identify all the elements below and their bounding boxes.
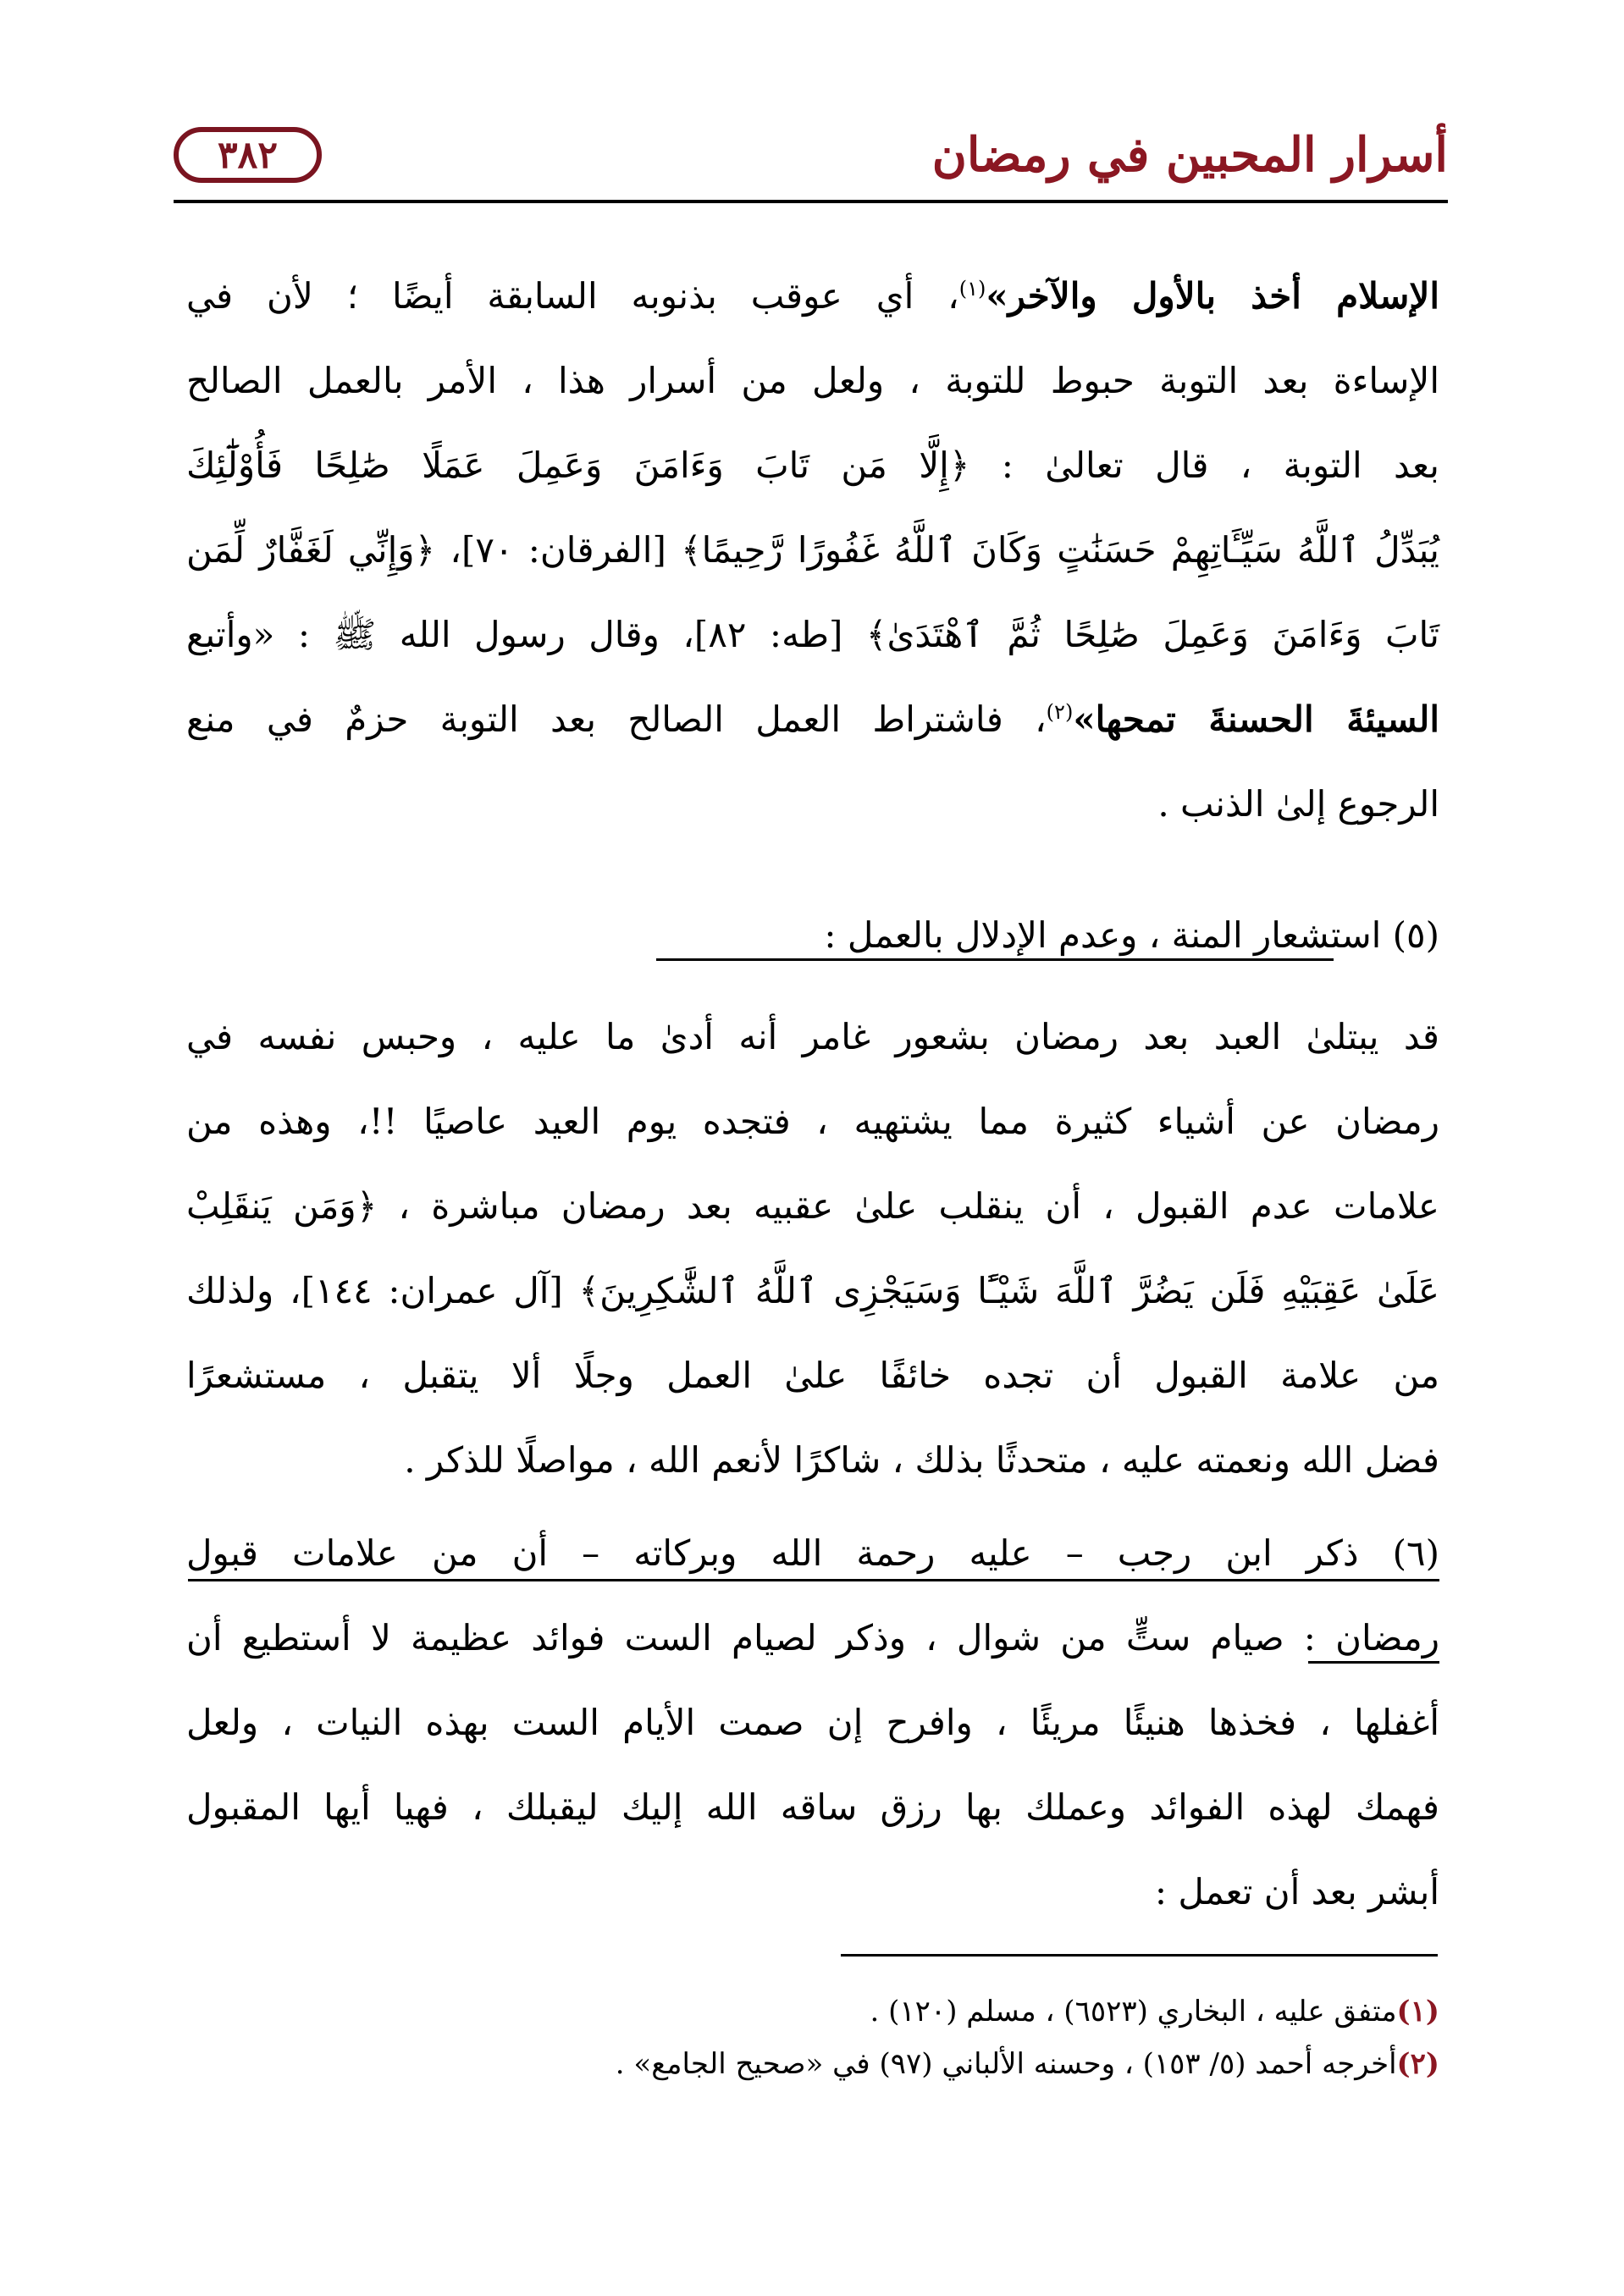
book-title: أسرار المحبين في رمضان — [931, 127, 1448, 183]
footnote-1 — [186, 1985, 1439, 2038]
text-line: رمضان عن أشياء كثيرة مما يشتهيه ، فتجده يوم العيد عاصيًا !!، وهذه من — [186, 1101, 1439, 1142]
text-line: يُبَدِّلُ ٱللَّهُ سَيِّـَٔاتِهِمْ حَسَنَٰتٍ وَكَانَ ٱللَّهُ غَفُورًا رَّحِيمًا﴾ [الفرقان: ٧٠]، ﴿وَإِنِّي لَغَفَّارٌ لِّمَن — [186, 529, 1439, 571]
hadith-quote: السيئةَ الحسنةَ تمحها» — [1073, 698, 1439, 740]
text-line: السيئةَ الحسنةَ تمحها»$^{(٢)}$، فاشتراط العمل الصالح بعد التوبة حزمٌ في منع — [186, 698, 1439, 740]
heading-underline — [1308, 1661, 1439, 1664]
section-5-paragraph — [186, 995, 1439, 1503]
footnote-text: أخرجه أحمد (٥/ ١٥٣) ، وحسنه الألباني (٩٧) في «صحيح الجامع» . — [615, 2047, 1397, 2081]
footnote-ref-2[interactable]: (٢) — [1046, 700, 1074, 724]
footnote-separator — [841, 1954, 1438, 1957]
text-line: فضل الله ونعمته عليه ، متحدثًا بذلك ، شاكرًا لأنعم الله ، مواصلًا للذكر . — [404, 1439, 1439, 1481]
footnote-number: (٢) — [1396, 2047, 1439, 2081]
heading-underline — [188, 1579, 1439, 1581]
footnote-text: متفق عليه ، البخاري (٦٥٢٣) ، مسلم (١٢٠) . — [870, 1995, 1397, 2028]
text-line: رمضان : صيام ستٍّ من شوال ، وذكر لصيام الست فوائد عظيمة لا أستطيع أن — [186, 1617, 1439, 1659]
text-line: بعد التوبة ، قال تعالىٰ : ﴿إِلَّا مَن تَابَ وَءَامَنَ وَعَمِلَ عَمَلًا صَٰلِحًا فَأُوْلَٰٓئِكَ — [186, 444, 1439, 486]
footnote-ref-1[interactable]: (١) — [958, 277, 986, 301]
text-line: قد يبتلىٰ العبد بعد رمضان بشعور غامر أنه أدىٰ ما عليه ، وحبس نفسه في — [186, 1016, 1439, 1057]
section-heading-6: (٦) ذكر ابن رجب – عليه رحمة الله وبركاته – أن من علامات قبول — [186, 1532, 1439, 1574]
text-line: تَابَ وَءَامَنَ وَعَمِلَ صَٰلِحًا ثُمَّ ٱهْتَدَىٰ﴾ [طه: ٨٢]، وقال رسول الله ﷺ : «وأتبع — [186, 614, 1440, 655]
footnote-2 — [186, 2038, 1439, 2090]
text-line: علامات عدم القبول ، أن ينقلب علىٰ عقبيه بعد رمضان مباشرة ، ﴿وَمَن يَنقَلِبْ — [186, 1185, 1439, 1227]
text-line: الإساءة بعد التوبة حبوط للتوبة ، ولعل من أسرار هذا ، الأمر بالعمل الصالح — [186, 360, 1439, 401]
footnote-number: (١) — [1396, 1995, 1439, 2028]
text-line: الرجوع إلىٰ الذنب . — [1157, 783, 1439, 825]
text-line: عَلَىٰ عَقِبَيْهِ فَلَن يَضُرَّ ٱللَّهَ شَيْـًٔا وَسَيَجْزِى ٱللَّهُ ٱلشَّٰكِرِينَ﴾ [آل عمران: ١٤٤]، ولذلك — [186, 1270, 1439, 1311]
heading-underline — [656, 958, 1334, 961]
text-line: فهمك لهذه الفوائد وعملك بها رزق ساقه الله إليك ليقبلك ، فهيا أيها المقبول — [186, 1786, 1439, 1828]
section-heading-5: (٥) استشعار المنة ، وعدم الإدلال بالعمل : — [824, 914, 1439, 956]
text-line: أغفلها ، فخذها هنيئًا مريئًا ، وافرح إن صمت الأيام الست بهذه النيات ، ولعل — [186, 1702, 1439, 1743]
paragraph-continuation — [186, 254, 1439, 847]
page-header — [174, 127, 1448, 203]
page-number-badge — [174, 127, 322, 183]
text-line: الإسلام أخذ بالأول والآخر»$^{(١)}$، أي عوقب بذنوبه السابقة أيضًا ؛ لأن في — [186, 275, 1439, 317]
header-divider — [174, 200, 1448, 203]
page-number: ٣٨٢ — [218, 133, 278, 177]
section-6-paragraph — [186, 1596, 1439, 1934]
text-line: من علامة القبول أن تجده خائفًا علىٰ العمل وجلًا ألا يتقبل ، مستشعرًا — [186, 1355, 1439, 1396]
text-line: أبشر بعد أن تعمل : — [1154, 1871, 1439, 1912]
footnotes — [186, 1985, 1439, 2090]
hadith-quote: الإسلام أخذ بالأول والآخر» — [986, 275, 1439, 317]
